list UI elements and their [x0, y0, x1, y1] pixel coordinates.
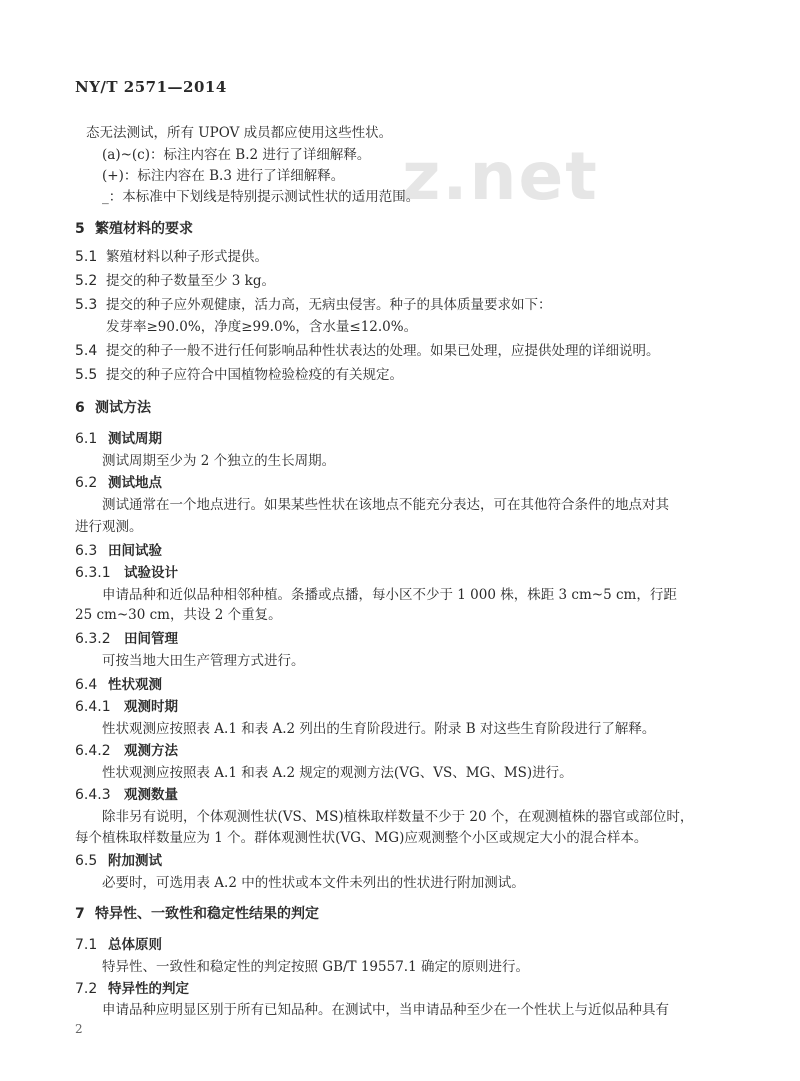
clause-number: 6.1: [75, 431, 98, 447]
clause-title: 试验设计: [124, 565, 178, 581]
standard-number-header: NY/T 2571—2014: [75, 78, 227, 96]
clause-text: 测试通常在一个地点进行。如果某些性状在该地点不能充分表达，可在其他符合条件的地点对其: [102, 497, 669, 513]
clause-text-continuation: 进行观测。: [75, 519, 143, 535]
clause-title: 田间试验: [108, 543, 162, 559]
clause-title: 观测方法: [124, 743, 178, 759]
clause-title: 测试地点: [108, 475, 162, 491]
clause-number: 6.3.2: [75, 631, 111, 647]
clause-number: 5.2: [75, 273, 98, 289]
section-title: 测试方法: [95, 400, 151, 416]
clause-number: 6.4.2: [75, 743, 111, 759]
clause-text: 申请品种和近似品种相邻种植。条播或点播，每小区不少于 1 000 株，株距 3 cm~5 cm，行距: [102, 587, 677, 603]
clause-title: 观测数量: [124, 787, 178, 803]
clause-text: 提交的种子应外观健康，活力高，无病虫侵害。种子的具体质量要求如下：: [106, 297, 552, 313]
clause-number: 5.3: [75, 297, 98, 313]
clause-title: 观测时期: [124, 699, 178, 715]
clause-text: 提交的种子数量至少 3 kg。: [106, 273, 275, 289]
clause-text: 测试周期至少为 2 个独立的生长周期。: [102, 453, 336, 469]
section-number: 6: [75, 400, 85, 416]
intro-line: (a)~(c)：标注内容在 B.2 进行了详细解释。: [102, 147, 371, 163]
clause-title: 附加测试: [108, 853, 162, 869]
clause-number: 6.3.1: [75, 565, 111, 581]
clause-text: 申请品种应明显区别于所有已知品种。在测试中，当申请品种至少在一个性状上与近似品种具有: [102, 1002, 669, 1018]
clause-text-continuation: 发芽率≥90.0%，净度≥99.0%，含水量≤12.0%。: [106, 319, 418, 335]
clause-number: 6.2: [75, 475, 98, 491]
clause-text: 除非另有说明，个体观测性状(VS、MS)植株取样数量不少于 20 个，在观测植株的器官或部位时，: [102, 809, 694, 825]
clause-number: 5.1: [75, 249, 98, 265]
clause-number: 6.4: [75, 677, 98, 693]
clause-title: 性状观测: [108, 677, 162, 693]
clause-text-continuation: 25 cm~30 cm，共设 2 个重复。: [75, 607, 282, 623]
watermark: z.net: [402, 138, 599, 215]
clause-text: 性状观测应按照表 A.1 和表 A.2 列出的生育阶段进行。附录 B 对这些生育阶段进行了解释。: [102, 721, 656, 737]
intro-line: _：本标准中下划线是特别提示测试性状的适用范围。: [102, 189, 420, 205]
clause-text: 必要时，可选用表 A.2 中的性状或本文件未列出的性状进行附加测试。: [102, 875, 525, 891]
intro-line: 态无法测试，所有 UPOV 成员都应使用这些性状。: [86, 125, 393, 141]
clause-text: 性状观测应按照表 A.1 和表 A.2 规定的观测方法(VG、VS、MG、MS)进行。: [102, 765, 573, 781]
clause-text: 特异性、一致性和稳定性的判定按照 GB/T 19557.1 确定的原则进行。: [102, 959, 529, 975]
clause-text: 提交的种子一般不进行任何影响品种性状表达的处理。如果已处理，应提供处理的详细说明。: [106, 343, 660, 359]
clause-title: 总体原则: [108, 937, 162, 953]
clause-number: 5.5: [75, 367, 98, 383]
section-title: 特异性、一致性和稳定性结果的判定: [95, 906, 319, 922]
clause-title: 测试周期: [108, 431, 162, 447]
clause-number: 6.4.1: [75, 699, 111, 715]
page-number: 2: [75, 1022, 83, 1036]
intro-line: (+)：标注内容在 B.3 进行了详细解释。: [102, 168, 345, 184]
clause-text: 繁殖材料以种子形式提供。: [106, 249, 268, 265]
clause-number: 5.4: [75, 343, 98, 359]
clause-title: 特异性的判定: [108, 981, 189, 997]
clause-number: 7.2: [75, 981, 98, 997]
section-number: 7: [75, 906, 85, 922]
clause-text-continuation: 每个植株取样数量应为 1 个。群体观测性状(VG、MG)应观测整个小区或规定大小的混合样本。: [75, 830, 648, 846]
section-title: 繁殖材料的要求: [95, 221, 193, 237]
clause-text: 可按当地大田生产管理方式进行。: [102, 653, 305, 669]
clause-number: 6.3: [75, 543, 98, 559]
section-number: 5: [75, 221, 85, 237]
clause-title: 田间管理: [124, 631, 178, 647]
clause-text: 提交的种子应符合中国植物检验检疫的有关规定。: [106, 367, 403, 383]
clause-number: 7.1: [75, 937, 98, 953]
clause-number: 6.4.3: [75, 787, 111, 803]
clause-number: 6.5: [75, 853, 98, 869]
